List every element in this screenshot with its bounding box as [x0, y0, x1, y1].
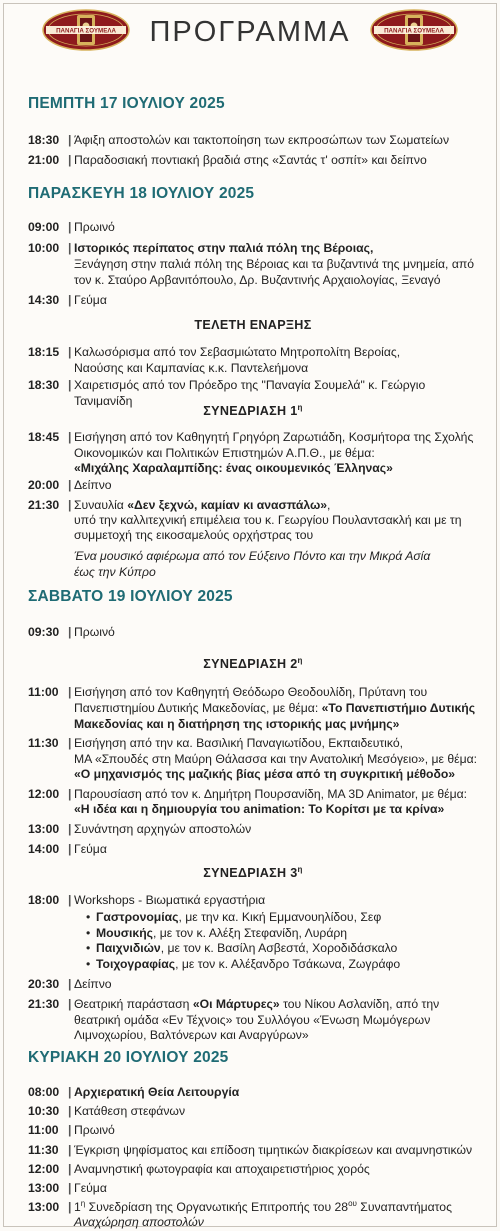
- time: 09:00: [28, 220, 60, 234]
- event-text: Παραδοσιακή ποντιακή βραδιά στης «Σαντάς τ' οσπίτ» και δείπνο: [74, 153, 427, 167]
- time: 11:30: [28, 736, 59, 750]
- time: 11:00: [28, 1123, 59, 1137]
- time: 18:30: [28, 133, 60, 147]
- time: 21:30: [28, 997, 60, 1011]
- time: 11:30: [28, 1143, 59, 1157]
- time: 18:00: [28, 893, 60, 907]
- event-text: Δείπνο: [74, 977, 112, 991]
- header: [4, 4, 496, 66]
- day-heading-friday: ΠΑΡΑΣΚΕΥΗ 18 ΙΟΥΛΙΟΥ 2025: [28, 185, 255, 202]
- time: 21:00: [28, 153, 60, 167]
- page-title: ΠΡΟΓΡΑΜΜΑ: [149, 16, 351, 48]
- event-text: Άφιξη αποστολών και τακτοποίηση των εκπροσώπων των Σωματείων: [74, 133, 450, 147]
- event-text: Χαιρετισμός από τον Πρόεδρο της "Παναγία Σουμελά" κ. Γεώργιο Τανιμανίδη: [74, 378, 426, 408]
- time: 13:00: [28, 1181, 60, 1195]
- event-text: Συναυλία «Δεν ξεχνώ, καμίαν κι ανασπάλω»,: [74, 498, 331, 512]
- event-text: Πρωινό: [74, 625, 115, 639]
- event-text: Θεατρική παράσταση «Οι Μάρτυρες» του Νίκου Ασλανίδη, από την: [74, 997, 440, 1011]
- session-heading-3: ΣΥΝΕΔΡΙΑΣΗ $3^\eta$: [203, 864, 303, 880]
- session-heading-2: ΣΥΝΕΔΡΙΑΣΗ $2^\eta$: [203, 655, 303, 671]
- logo-text: ΠΑΝΑΓΙΑ ΣΟΥΜΕΛΑ: [384, 27, 444, 35]
- event-text: Παρουσίαση από τον κ. Δημήτρη Πουρσανίδη, MA 3D Animator, με θέμα:: [74, 787, 468, 801]
- day-heading-thursday: ΠΕΜΠΤΗ 17 ΙΟΥΛΙΟΥ 2025: [28, 95, 225, 112]
- time: 13:00: [28, 1200, 60, 1214]
- time: 18:15: [28, 345, 60, 359]
- event-text: Γεύμα: [74, 842, 107, 856]
- event-text: Πρωινό: [74, 220, 115, 234]
- time: 10:30: [28, 1104, 60, 1118]
- event-text: Εισήγηση από τον Καθηγητή Γρηγόρη Ζαρωτιάδη, Κοσμήτορα της Σχολής: [74, 430, 474, 444]
- event-text: Γεύμα: [74, 293, 107, 307]
- time: 12:00: [28, 1162, 60, 1176]
- time: 20:00: [28, 478, 60, 492]
- time: 14:00: [28, 842, 60, 856]
- time: 18:30: [28, 378, 60, 392]
- time: 09:30: [28, 625, 60, 639]
- event-text: Γεύμα: [74, 1181, 107, 1195]
- event-text: Εισήγηση από τον Καθηγητή Θεόδωρο Θεοδουλίδη, Πρύτανη του: [74, 685, 428, 699]
- time: 18:45: [28, 430, 60, 444]
- time: 14:30: [28, 293, 60, 307]
- event-text: Workshops - Βιωματικά εργαστήρια: [74, 893, 266, 907]
- panagia-soumela-logo-right: [370, 9, 458, 51]
- event-title: Αρχιερατική Θεία Λειτουργία: [74, 1085, 240, 1099]
- time: 21:30: [28, 498, 60, 512]
- event-title: Ιστορικός περίπατος στην παλιά πόλη της Βέροιας,: [74, 241, 374, 255]
- time: 10:00: [28, 241, 60, 255]
- event-text: Πρωινό: [74, 1123, 115, 1137]
- time: 08:00: [28, 1085, 60, 1099]
- day-heading-saturday: ΣΑΒΒΑΤΟ 19 ΙΟΥΛΙΟΥ 2025: [28, 588, 233, 605]
- time: 20:30: [28, 977, 60, 991]
- day-heading-sunday: ΚΥΡΙΑΚΗ 20 ΙΟΥΛΙΟΥ 2025: [28, 1049, 229, 1066]
- event-text: Έγκριση ψηφίσματος και επίδοση τιμητικών διακρίσεων και αναμνηστικών: [74, 1143, 473, 1157]
- event-text: Κατάθεση στεφάνων: [74, 1104, 186, 1118]
- event-text: Συνάντηση αρχηγών αποστολών: [74, 822, 252, 836]
- time: 13:00: [28, 822, 60, 836]
- event-text: Δείπνο: [74, 478, 112, 492]
- session-heading-1: ΣΥΝΕΔΡΙΑΣΗ $1^\eta$: [203, 402, 303, 418]
- session-heading-opening: ΤΕΛΕΤΗ ΕΝΑΡΞΗΣ: [194, 318, 312, 332]
- event-text: Εισήγηση από την κα. Βασιλική Παναγιωτίδου, Εκπαιδευτικό,: [74, 736, 403, 750]
- event-text: Αναμνηστική φωτογραφία και αποχαιρετιστήριος χορός: [74, 1162, 370, 1176]
- logo-text: ΠΑΝΑΓΙΑ ΣΟΥΜΕΛΑ: [56, 27, 116, 35]
- time: 12:00: [28, 787, 60, 801]
- program-page: ΠΑΝΑΓΙΑ ΣΟΥΜΕΛΑ ΠΡΟΓΡΑΜΜΑ ΠΑΝΑΓΙΑ ΣΟΥΜΕΛΑ ΠΕΜΠΤΗ 17 ΙΟΥΛΙΟΥ 2025 18:30 | Άφιξη αποστολών και τακτοποίηση των εκπροσώπων των Σωματείων 21:00 | Παραδοσιακή ποντιακή βραδιά στης «Σαντάς τ' οσπίτ» και δείπνο ΠΑΡΑΣΚΕΥΗ 18 ΙΟΥΛΙΟΥ 2025 09:00 | Πρωινό 10:00 | Ιστορικός περίπατος στην παλιά πόλη της Βέροιας, Ξενάγηση στην παλιά πόλη της Βέροιας και τα βυζαντινά της μνημεία, από τον κ. Σταύρο Αρβανιτόπουλο, Δρ. Βυζαντινής Αρχαιολογίας, Ξεναγό 14:30 | Γεύμα ΤΕΛΕΤΗ ΕΝΑΡΞΗΣ 18:15 | Καλωσόρισμα από τον Σεβασμιώτατο Μητροπολίτη Βεροίας, Ναούσης και Καμπανίας κ.κ. Παντελεήμονα 18:30 | Χαιρετισμός από τον Πρόεδρο της "Παναγία Σουμελά" κ. Γεώργιο Τανιμανίδη ΣΥΝΕΔΡΙΑΣΗ $1^\eta$ 18:45 | Εισήγηση από τον Καθηγητή Γρηγόρη Ζαρωτιάδη, Κοσμήτορα της Σχολής Οικονομικών και Πολιτικών Επιστημών Α.Π.Θ., με θέμα: «Μιχάλης Χαραλαμπίδης: ένας οικουμενικός Έλληνας» 20:00 | Δείπνο 21:30 | Συναυλία «Δεν ξεχνώ, καμίαν κι ανασπάλω», υπό την καλλιτεχνική επιμέλεια του κ. Γεωργίου Πουλαντσακλή και με τη συμμετοχή της εικοσαμελούς ορχήστρας του Ένα μουσικό αφιέρωμα από τον Εύξεινο Πόντο και την Μικρά Ασία έως την Κύπρο ΣΑΒΒΑΤΟ 19 ΙΟΥΛΙΟΥ 2025 09:30 | Πρωινό ΣΥΝΕΔΡΙΑΣΗ $2^\eta$ 11:00 | Εισήγηση από τον Καθηγητή Θεόδωρο Θεοδουλίδη, Πρύτανη του Πανεπιστημίου Δυτικής Μακεδονίας, με θέμα: «Το Πανεπιστήμιο Δυτικής Μακεδονίας και η διατήρηση της ιστορικής μας μνήμης» 11:30 | Εισήγηση από την κα. Βασιλική Παναγιωτίδου, Εκπαιδευτικό, ΜΑ «Σπουδές στη Μαύρη Θάλασσα και την Ανατολική Μεσόγειο», με θέμα: «Ο μηχανισμός της μαζικής βίας μέσα από τη συγκριτική μέθοδο» 12:00 | Παρουσίαση από τον κ. Δημήτρη Πουρσανίδη, MA 3D Animator, με θέμα: «Η ιδέα και η δημιουργία του animation: Το Κορίτσι με τα κρίνα» 13:00 | Συνάντηση αρχηγών αποστολών 14:00 | Γεύμα ΣΥΝΕΔΡΙΑΣΗ $3^\eta$ 18:00 | Workshops - Βιωματικά εργαστήρια • Γαστρονομίας, με την κα. Κική Εμμανουηλίδου, Σεφ • Μουσικής, με τον κ. Αλέξη Στεφανίδη, Λυράρη • Παιχνιδιών, με τον κ. Βασίλη Ασβεστά, Χοροδιδάσκαλο • Τοιχογραφίας, με τον κ. Αλέξανδρο Τσάκωνα, Ζωγράφο 20:30 | Δείπνο 21:30 | Θεατρική παράσταση «Οι Μάρτυρες» του Νίκου Ασλανίδη, από την θεατρική ομάδα «Εν Τέχνοις» του Συλλόγου «Ένωση Μωμόγερων Λιμνοχωρίου, Βαλτόνερων και Αναργύρων» ΚΥΡΙΑΚΗ 20 ΙΟΥΛΙΟΥ 2025 08:00 | Αρχιερατική Θεία Λειτουργία 10:30 | Κατάθεση στεφάνων 11:00 | Πρωινό 11:30 | Έγκριση ψηφίσματος και επίδοση τιμητικών διακρίσεων και αναμνηστικών 12:00 | Αναμνηστική φωτογραφία και αποχαιρετιστήριος χορός 13:00 | Γεύμα 13:00 | $1^\eta$ Συνεδρίαση της Οργανωτικής Επιτροπής του $28^{o\upsilon}$ Συναπαντήματος Αναχώρηση αποστολών: [3, 3, 497, 1227]
- event-text: $1^\eta$ Συνεδρίαση της Οργανωτικής Επιτροπής του $28^{o\upsilon}$ Συναπαντήματος: [74, 1198, 452, 1214]
- event-text: Καλωσόρισμα από τον Σεβασμιώτατο Μητροπολίτη Βεροίας,: [74, 345, 401, 359]
- time: 11:00: [28, 685, 59, 699]
